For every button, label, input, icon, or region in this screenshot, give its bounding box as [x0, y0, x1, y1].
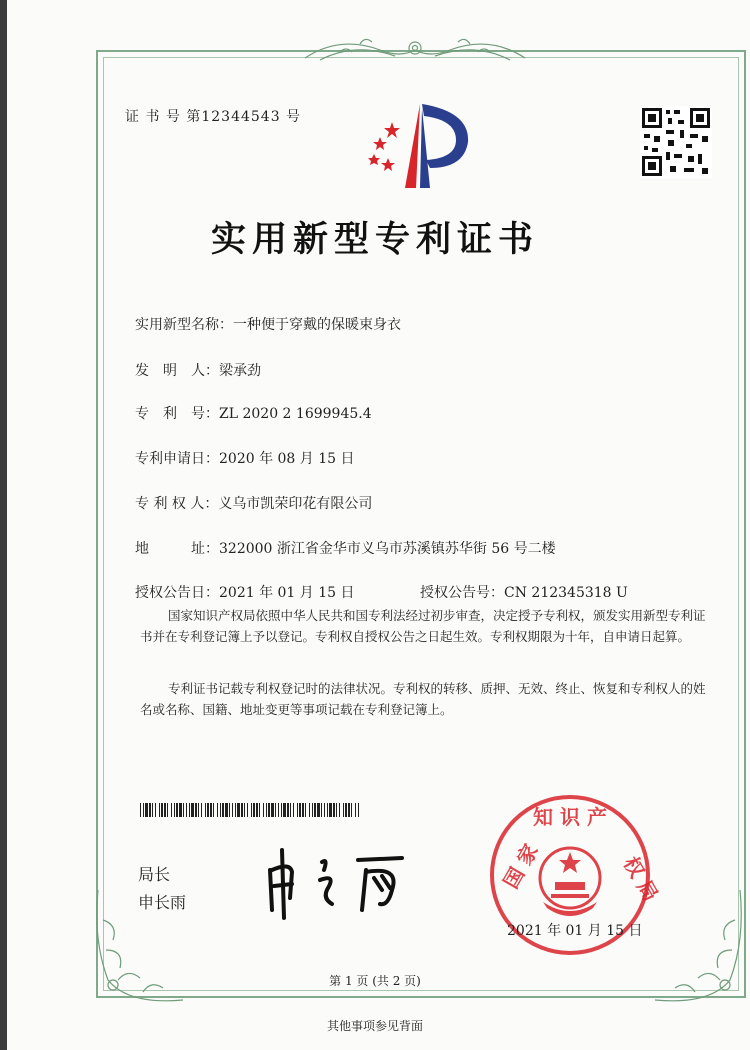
field-label: 实用新型名称： — [135, 317, 233, 333]
field-value: 2021 年 01 月 15 日 — [219, 585, 355, 601]
seal-date: 2021 年 01 月 15 日 — [507, 923, 643, 939]
field-value: ZL 2020 2 1699945.4 — [219, 406, 372, 422]
patent-office-logo-icon — [360, 102, 475, 192]
field-label: 地 址： — [135, 541, 219, 557]
field-label: 授权公告日： — [135, 585, 219, 601]
field-value: 322000 浙江省金华市义乌市苏溪镇苏华街 56 号二楼 — [219, 541, 556, 557]
field-patentee — [135, 493, 372, 513]
seal-text: 知 识 产 — [533, 805, 607, 829]
body-paragraph-2: 专利证书记载专利权登记时的法律状况。专利权的转移、质押、无效、终止、恢复和专利权人的姓名或名称、国籍、地址变更等事项记载在专利登记簿上。 — [140, 681, 706, 717]
certificate-title: 实用新型专利证书 — [210, 219, 539, 260]
field-utility-model-name — [135, 314, 401, 334]
signature-icon — [262, 840, 422, 920]
field-application-date — [135, 448, 355, 468]
field-label: 专 利 号： — [135, 406, 219, 422]
director-title: 局长 — [138, 865, 171, 884]
field-value: 一种便于穿戴的保暖束身衣 — [233, 317, 401, 333]
field-value: CN 212345318 U — [504, 585, 628, 601]
body-paragraph-1: 国家知识产权局依照中华人民共和国专利法经过初步审查，决定授予专利权，颁发实用新型专利证书并在专利登记簿上予以登记。专利权自授权公告之日起生效。专利权期限为十年，自申请日起算。 — [140, 608, 706, 644]
svg-text:权 局: 权 局 — [618, 852, 663, 906]
footer-note: 其他事项参见背面 — [326, 1019, 423, 1033]
field-value: 2020 年 08 月 15 日 — [219, 451, 355, 467]
field-grant-number — [420, 582, 628, 602]
field-label: 专利申请日： — [135, 451, 219, 467]
barcode-icon — [140, 803, 360, 817]
page-indicator: 第 1 页 (共 2 页) — [329, 974, 421, 988]
field-value: 义乌市凯荣印花有限公司 — [218, 496, 373, 512]
top-ornament-icon — [300, 30, 530, 70]
qr-code-icon — [640, 106, 712, 178]
scan-edge — [0, 0, 7, 1050]
certificate-number: 证 书 号 第12344543 号 — [125, 109, 302, 125]
field-label: 授权公告号： — [420, 585, 504, 601]
svg-text:国 家: 国 家 — [498, 839, 543, 893]
field-label: 发 明 人： — [135, 363, 219, 379]
field-value: 梁承劲 — [219, 363, 261, 379]
bottom-right-ornament-icon — [640, 880, 750, 1010]
director-name: 申长雨 — [138, 893, 187, 912]
field-inventor — [135, 360, 261, 380]
field-label: 专 利 权 人： — [135, 496, 219, 512]
field-grant-date — [135, 582, 355, 602]
field-patent-number — [135, 403, 372, 423]
field-address — [135, 538, 556, 558]
